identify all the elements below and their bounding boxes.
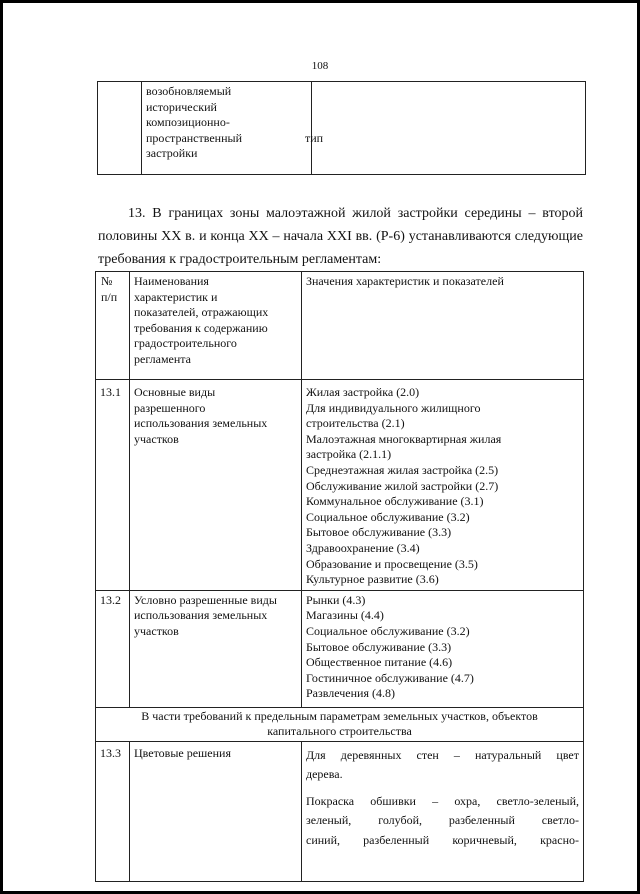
header-name-line: показателей, отражающих [134,305,269,320]
section-heading-line: В части требований к предельным параметрам земельных участков, объектов [141,708,538,723]
header-num-line: № [101,274,113,288]
row-num-cell [96,380,130,591]
header-name-line: характеристик и [134,289,218,304]
continuation-table [97,81,586,175]
row-value-cell [302,380,584,591]
row-value-line: Обслуживание жилой застройки (2.7) [306,478,499,493]
header-name-line: градостроительного [134,336,237,351]
header-name-line: Наименования [134,274,209,288]
row-value-line: Социальное обслуживание (3.2) [306,509,470,524]
row-value-line: Социальное обслуживание (3.2) [306,623,470,638]
header-value-text: Значения характеристик и показателей [306,274,504,288]
row-value-line: Магазины (4.4) [306,608,384,623]
row-value-line: Гостиничное обслуживание (4.7) [306,670,474,685]
row-value-line: Общественное питание (4.6) [306,655,453,670]
row-value-line: Образование и просвещение (3.5) [306,556,478,571]
row-value-line: Покраска обшивки – охра, светло-зеленый, [306,793,579,808]
requirements-table [95,271,584,882]
row-name-cell [130,590,302,707]
row-value-line: Рынки (4.3) [306,592,366,607]
intro-line: 13. В границах зоны малоэтажной жилой застройки середины – второй [128,206,583,221]
row-num-cell [96,590,130,707]
row-value-line: строительства (2.1) [306,416,405,431]
intro-line: требования к градостроительным регламентам: [98,252,382,267]
row-value-line: Для деревянных стен – натуральный цвет [306,747,579,762]
row-name-line: Условно разрешенные виды [134,592,277,607]
section-heading-cell [96,707,584,741]
row-num: 13.1 [100,385,121,399]
row-num: 13.3 [100,745,121,760]
continuation-line: композиционно- [146,115,230,130]
row-name-line: использования земельных [134,608,268,623]
continuation-name-cell [142,82,324,175]
row-value-line: дерева. [306,767,343,782]
row-value-line: Малоэтажная многоквартирная жилая [306,431,502,446]
intro-line: половины XX в. и конца XX – начала XXI вв. (Р-6) устанавливаются следующие [98,229,583,244]
row-value-line: застройка (2.1.1) [306,447,392,462]
row-value-line: Бытовое обслуживание (3.3) [306,639,452,654]
continuation-line: пространственный тип [146,130,324,145]
row-value-line: Здравоохранение (3.4) [306,540,420,555]
header-name-line: регламента [134,351,192,366]
page-number: 108 [311,60,329,72]
intro-paragraph [98,202,583,271]
row-name-cell [130,741,302,881]
header-name-line: требования к содержанию [134,320,268,335]
continuation-line: застройки [146,146,198,161]
row-value-line: Жилая застройка (2.0) [306,385,420,399]
row-value-line: Среднеэтажная жилая застройка (2.5) [306,462,499,477]
row-value-line: Коммунальное обслуживание (3.1) [306,494,484,509]
header-value-cell [302,272,584,380]
section-heading-row [96,707,584,741]
table-row [96,380,584,591]
header-num-line: п/п [101,289,118,304]
row-num: 13.2 [100,592,121,607]
row-value-line: Бытовое обслуживание (3.3) [306,525,452,540]
section-heading-line: капитального строительства [267,723,412,738]
row-name-line: участков [134,431,179,446]
table-row [96,590,584,707]
row-name-line: разрешенного [134,400,206,415]
row-value-line: Культурное развитие (3.6) [306,572,439,587]
row-name-line: использования земельных [134,416,268,431]
row-value-cell [302,741,584,881]
row-name-line: Цветовые решения [134,745,231,760]
row-num-cell [96,741,130,881]
row-value-line: зеленый, голубой, разбеленный светло- [306,813,579,828]
header-name-cell [130,272,302,380]
row-value-line: синий, разбеленный коричневый, красно- [306,832,579,847]
table-row [96,741,584,881]
header-num-cell [96,272,130,380]
row-name-cell [130,380,302,591]
table-header-row [96,272,584,380]
row-name-line: участков [134,623,179,638]
row-value-cell [302,590,584,707]
row-name-line: Основные виды [134,385,216,399]
continuation-line: исторический [146,99,217,114]
row-value-line: Для индивидуального жилищного [306,400,481,415]
document-page [3,3,637,891]
continuation-value-cell [312,82,586,175]
row-value-line: Развлечения (4.8) [306,686,395,701]
continuation-num-cell [98,82,142,175]
continuation-line: возобновляемый [146,84,232,98]
